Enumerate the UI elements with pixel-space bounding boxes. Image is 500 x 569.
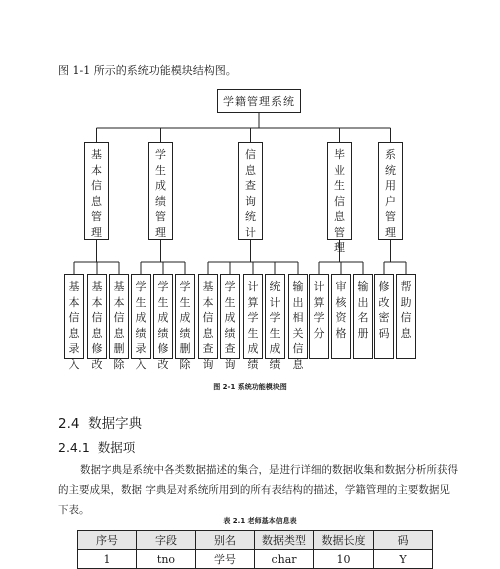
section-heading — [58, 412, 142, 432]
table-header-cell: 数据长度 — [314, 531, 374, 550]
node-char: 信 — [91, 311, 103, 324]
node-char: 核 — [335, 295, 347, 309]
node-char: 审 — [335, 280, 347, 293]
function-node — [353, 274, 373, 359]
node-char: 本 — [91, 163, 102, 177]
node-char: 生 — [247, 326, 259, 340]
node-char: 生 — [155, 163, 166, 177]
node-char: 入 — [68, 357, 80, 371]
node-char: 绩 — [179, 326, 191, 340]
node-char: 成 — [135, 311, 147, 324]
node-char: 理 — [385, 225, 396, 239]
node-char: 学 — [224, 280, 236, 293]
node-char: 生 — [334, 179, 345, 192]
node-char: 信 — [202, 311, 214, 324]
node-char: 业 — [334, 163, 345, 177]
node-char: 成 — [269, 342, 281, 355]
node-char: 理 — [91, 225, 102, 239]
intro-text: 图 1-1 所示的系统功能模块结构图。 — [58, 64, 237, 77]
node-char: 息 — [245, 163, 256, 177]
node-char: 学 — [135, 280, 147, 293]
table-caption: 表 2.1 老师基本信息表 — [223, 517, 297, 525]
node-char: 信 — [68, 311, 80, 324]
node-char: 码 — [378, 326, 390, 340]
root-node: 学籍管理系统 — [217, 89, 301, 113]
node-char: 生 — [179, 295, 191, 309]
function-node — [109, 274, 129, 371]
node-char: 绩 — [247, 357, 259, 371]
data-dictionary-table — [77, 530, 433, 569]
function-node — [396, 274, 416, 359]
node-char: 绩 — [224, 326, 236, 340]
node-char: 毕 — [334, 148, 345, 161]
node-char: 查 — [245, 179, 256, 192]
node-char: 统 — [245, 210, 256, 223]
subsection-number: 2.4.1 — [58, 440, 90, 455]
function-node — [220, 274, 240, 371]
node-char: 管 — [385, 210, 396, 223]
node-char: 息 — [68, 326, 80, 340]
node-char: 用 — [385, 179, 396, 192]
node-char: 信 — [334, 194, 345, 208]
node-char: 信 — [245, 148, 256, 161]
table-cell: 学号 — [196, 550, 255, 569]
function-node — [87, 274, 107, 371]
table-cell: 1 — [78, 550, 137, 569]
node-char: 格 — [335, 326, 347, 340]
node-char: 入 — [135, 357, 147, 371]
node-char: 询 — [202, 357, 214, 371]
node-char: 管 — [91, 210, 102, 223]
function-node — [243, 274, 263, 371]
node-char: 生 — [157, 295, 169, 309]
node-char: 密 — [378, 311, 390, 324]
node-char: 录 — [135, 342, 147, 355]
table-header-cell: 码 — [374, 531, 433, 550]
function-node — [153, 274, 173, 371]
node-char: 绩 — [157, 326, 169, 340]
node-char: 询 — [224, 357, 236, 371]
module-node — [378, 142, 403, 240]
node-char: 资 — [335, 311, 347, 324]
section-title: 数据字典 — [88, 416, 143, 432]
node-char: 删 — [179, 342, 191, 355]
node-char: 息 — [113, 326, 125, 340]
table-cell: Y — [374, 550, 433, 569]
function-node — [175, 274, 195, 371]
node-char: 询 — [245, 194, 256, 208]
node-char: 删 — [113, 342, 125, 355]
node-char: 学 — [269, 311, 281, 324]
node-char: 生 — [224, 295, 236, 309]
node-char: 息 — [292, 357, 304, 371]
node-char: 信 — [400, 311, 412, 324]
node-char: 统 — [385, 163, 396, 177]
module-node — [238, 142, 263, 240]
subsection-title: 数据项 — [97, 440, 136, 455]
node-char: 息 — [334, 210, 345, 223]
node-char: 信 — [292, 342, 304, 355]
node-char: 息 — [400, 326, 412, 340]
node-char: 查 — [202, 342, 214, 355]
node-char: 除 — [179, 357, 191, 371]
node-char: 系 — [385, 148, 396, 161]
node-char: 计 — [245, 225, 256, 239]
node-char: 学 — [179, 280, 191, 293]
node-char: 绩 — [269, 357, 281, 371]
node-char: 管 — [155, 210, 166, 223]
node-char: 学 — [313, 311, 325, 324]
node-char: 查 — [224, 342, 236, 355]
function-node — [374, 274, 394, 359]
table-header-cell: 别名 — [196, 531, 255, 550]
function-node — [131, 274, 151, 371]
node-char: 计 — [269, 295, 281, 309]
node-char: 成 — [179, 311, 191, 324]
node-char: 息 — [91, 326, 103, 340]
node-char: 学 — [157, 280, 169, 293]
node-char: 改 — [378, 295, 390, 309]
function-node — [331, 274, 351, 359]
node-char: 基 — [91, 280, 103, 293]
node-char: 分 — [313, 326, 325, 340]
table-cell: char — [255, 550, 314, 569]
node-char: 息 — [202, 326, 214, 340]
node-char: 本 — [113, 295, 125, 309]
function-node — [288, 274, 308, 371]
node-char: 修 — [378, 280, 390, 293]
node-char: 成 — [247, 342, 259, 355]
node-char: 学 — [155, 148, 166, 161]
node-char: 学 — [247, 311, 259, 324]
table-header-cell: 字段 — [137, 531, 196, 550]
section-number: 2.4 — [58, 416, 80, 432]
table-header-cell: 数据类型 — [255, 531, 314, 550]
module-node — [148, 142, 173, 240]
node-char: 绩 — [155, 194, 166, 208]
diagram-caption: 图 2-1 系统功能模块图 — [213, 383, 287, 391]
node-char: 本 — [68, 295, 80, 309]
table-cell: 10 — [314, 550, 374, 569]
table-header-cell: 序号 — [78, 531, 137, 550]
node-char: 户 — [385, 194, 396, 208]
node-char: 算 — [313, 295, 325, 309]
node-char: 改 — [157, 357, 169, 371]
node-char: 本 — [202, 295, 214, 309]
node-char: 册 — [357, 326, 369, 340]
node-char: 计 — [247, 280, 259, 293]
node-char: 出 — [357, 295, 369, 309]
node-char: 出 — [292, 295, 304, 309]
node-char: 修 — [91, 342, 103, 355]
module-node — [327, 142, 352, 254]
node-char: 基 — [202, 280, 214, 293]
module-node — [84, 142, 109, 240]
node-char: 助 — [400, 295, 412, 309]
node-char: 帮 — [400, 280, 412, 293]
function-node — [64, 274, 84, 371]
node-char: 修 — [157, 342, 169, 355]
node-char: 计 — [313, 280, 325, 293]
node-char: 统 — [269, 280, 281, 293]
table-header-row — [78, 531, 433, 550]
node-char: 相 — [292, 311, 304, 324]
node-char: 生 — [269, 326, 281, 340]
node-char: 生 — [135, 295, 147, 309]
body-paragraph: 数据字典是系统中各类数据描述的集合，是进行详细的数据收集和数据分析所获得的主要成果，数据 字典是对系统所用到的所有表结构的描述，学籍管理的主要数据见下表。 — [58, 464, 458, 516]
node-char: 算 — [247, 295, 259, 309]
node-char: 录 — [68, 342, 80, 355]
node-char: 基 — [68, 280, 80, 293]
node-char: 基 — [113, 280, 125, 293]
node-char: 名 — [357, 311, 369, 324]
subsection-heading — [58, 438, 135, 456]
node-char: 基 — [91, 148, 102, 161]
node-char: 除 — [113, 357, 125, 371]
node-char: 成 — [157, 311, 169, 324]
table-cell: tno — [137, 550, 196, 569]
node-char: 成 — [224, 311, 236, 324]
node-char: 改 — [91, 357, 103, 371]
node-char: 输 — [292, 280, 304, 293]
function-node — [198, 274, 218, 371]
node-char: 息 — [91, 194, 102, 208]
node-char: 绩 — [135, 326, 147, 340]
node-char: 理 — [155, 225, 166, 239]
function-node — [265, 274, 285, 371]
function-node — [309, 274, 329, 359]
node-char: 本 — [91, 295, 103, 309]
node-char: 信 — [113, 311, 125, 324]
node-char: 信 — [91, 179, 102, 192]
node-char: 成 — [155, 179, 166, 192]
node-char: 理 — [334, 241, 345, 254]
node-char: 管 — [334, 225, 345, 239]
node-char: 关 — [292, 326, 304, 340]
node-char: 输 — [357, 280, 369, 293]
